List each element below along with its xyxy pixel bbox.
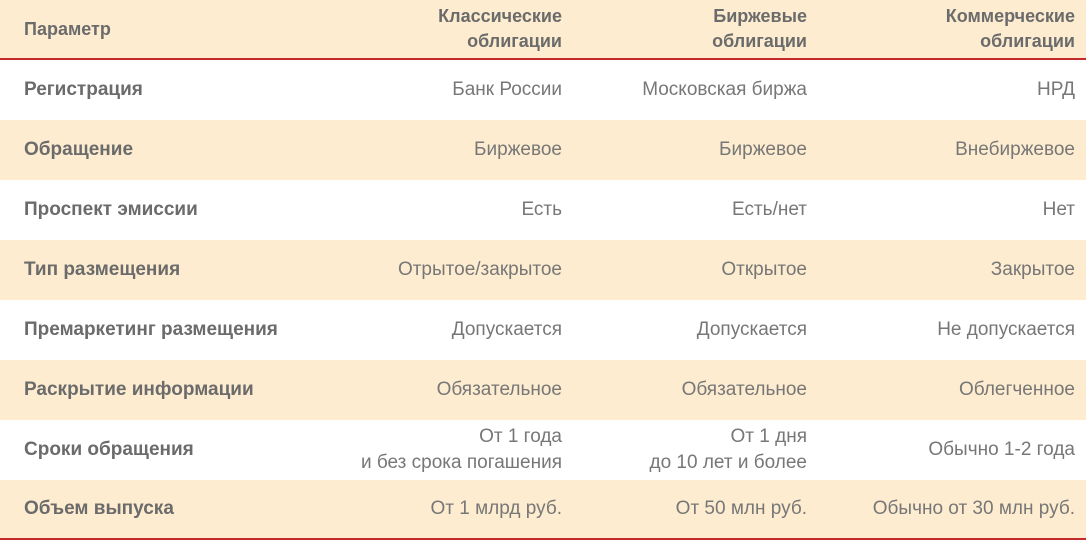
- row-exchange-value: Есть/нет: [732, 199, 807, 220]
- row-commercial-value: Обычно 1-2 года: [928, 439, 1075, 460]
- row-commercial-value: Нет: [1042, 199, 1075, 220]
- row-param: Регистрация: [24, 79, 143, 100]
- row-commercial-value: Обычно от 30 млн руб.: [872, 498, 1075, 519]
- row-param: Объем выпуска: [24, 498, 174, 519]
- table-row: [0, 480, 1086, 540]
- header-commercial-bonds: [807, 4, 1075, 54]
- header-exchange-line1: Биржевые: [713, 6, 807, 26]
- row-param: Сроки обращения: [24, 439, 194, 460]
- row-classic-value: От 1 млрд руб.: [430, 498, 562, 519]
- row-exchange-value: Обязательное: [681, 379, 807, 400]
- row-exchange-value: Допускается: [696, 319, 807, 340]
- row-classic-line2: и без срока погашения: [360, 452, 562, 473]
- row-commercial-value: Не допускается: [937, 319, 1075, 340]
- header-param: Параметр: [24, 18, 111, 39]
- row-commercial-value: Закрытое: [990, 259, 1075, 280]
- row-exchange-value: Московская биржа: [642, 79, 807, 100]
- row-classic-value: Отрытое/закрытое: [397, 259, 562, 280]
- header-classic-bonds: [340, 4, 562, 54]
- header-classic-line1: Классические: [438, 6, 562, 26]
- row-commercial-value: НРД: [1037, 79, 1075, 100]
- table-header-row: [0, 0, 1086, 60]
- row-classic-value: Обязательное: [436, 379, 562, 400]
- row-exchange-value: Биржевое: [719, 139, 807, 160]
- header-exchange-line2: облигации: [712, 31, 807, 51]
- table-row: [0, 180, 1086, 240]
- table-row: [0, 60, 1086, 120]
- row-classic-value: Есть: [521, 199, 562, 220]
- table-row: [0, 240, 1086, 300]
- row-commercial-value: Облегченное: [959, 379, 1075, 400]
- table-row: [0, 120, 1086, 180]
- header-exchange-bonds: [562, 4, 807, 54]
- row-exchange-line1: От 1 дня: [730, 426, 807, 447]
- row-classic-value: [340, 424, 562, 476]
- row-exchange-line2: до 10 лет и более: [649, 452, 807, 473]
- row-param: Тип размещения: [24, 259, 181, 280]
- table-row: [0, 420, 1086, 480]
- row-exchange-value: [562, 424, 807, 476]
- table-row: [0, 360, 1086, 420]
- row-param: Обращение: [24, 139, 134, 160]
- row-classic-value: Биржевое: [474, 139, 562, 160]
- header-commercial-line2: облигации: [980, 31, 1075, 51]
- row-classic-line1: От 1 года: [479, 426, 562, 447]
- row-classic-value: Допускается: [451, 319, 562, 340]
- row-exchange-value: От 50 млн руб.: [675, 498, 807, 519]
- header-classic-line2: облигации: [467, 31, 562, 51]
- table-row: [0, 300, 1086, 360]
- row-param: Раскрытие информации: [24, 379, 254, 400]
- row-param: Премаркетинг размещения: [24, 319, 278, 340]
- row-exchange-value: Открытое: [721, 259, 807, 280]
- row-commercial-value: Внебиржевое: [955, 139, 1075, 160]
- header-commercial-line1: Коммерческие: [945, 6, 1075, 26]
- row-param: Проспект эмиссии: [24, 199, 198, 220]
- row-classic-value: Банк России: [452, 79, 562, 100]
